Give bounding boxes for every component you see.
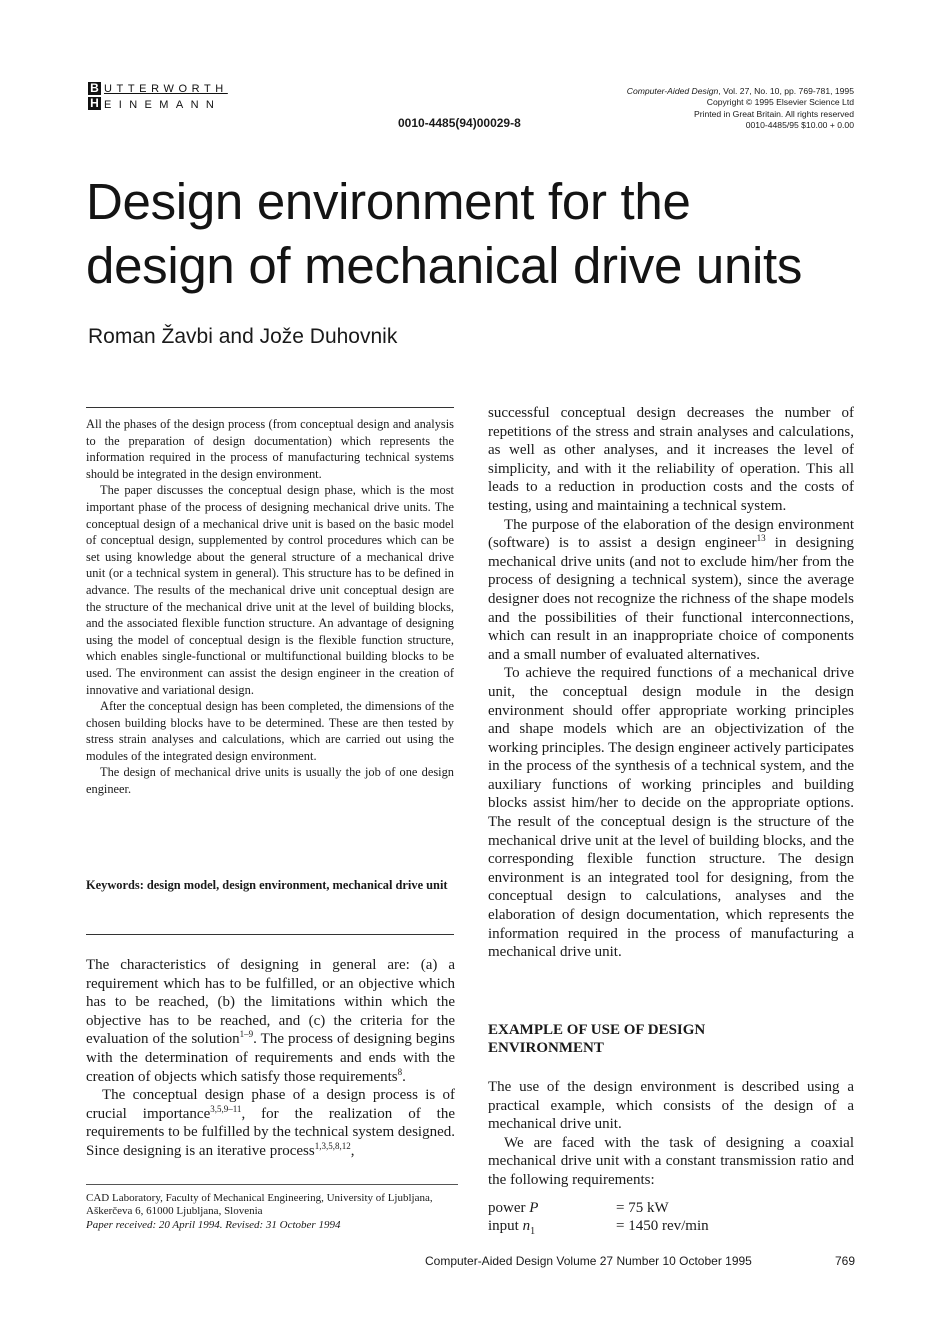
abstract-paragraph-1: All the phases of the design process (from conceptual design and analysis to the preparation of design documentation) which represents the information required in the process of manufacturing technical systems should be integrated in the design environment. — [86, 417, 454, 481]
abstract-top-rule — [86, 407, 454, 408]
publisher-name-line2: EINEMANN — [104, 99, 222, 111]
keywords: Keywords: design model, design environment, mechanical drive unit — [86, 878, 448, 892]
citation-ref: 3,5,9–11 — [210, 1103, 242, 1114]
affiliation: CAD Laboratory, Faculty of Mechanical Engineering, University of Ljubljana, Aškerčeva 6, 61000 Ljubljana, Slovenia — [86, 1192, 433, 1218]
example-paragraph-1: The use of the design environment is described using a practical example, which consists of the design of a mechanical drive unit. — [488, 1079, 854, 1133]
abstract-paragraph-3: After the conceptual design has been completed, the dimensions of the chosen building blocks have to be determined. These are then tested by stress strain analyses and calculations, which are carried out using the modules of the integrated design environment. — [86, 699, 454, 763]
requirement-row: input $n_1$ = 1450 rev/min — [488, 1217, 828, 1241]
publisher-initial-h: H — [88, 97, 101, 110]
abstract-paragraph-2: The paper discusses the conceptual design phase, which is the most important phase of the process of designing mechanical drive units. The conceptual design of a mechanical drive unit is based on the basic model of conceptual design, supplemented by control procedures which can be set using knowledge about the general structure of a mechanical drive unit (or a technical system in general). This structure has to be defined in advance. The results of the mechanical drive unit conceptual design are the structure of the mechanical drive unit at the level of building blocks, and the associated flexible function structure. An advantage of designing using the model of conceptual design is the flexible function structure, which enables single-functional or multifunctional building blocks to be used. The environment can assist the design engineer in the creation of innovative and variational design. — [86, 483, 454, 697]
copyright: Copyright © 1995 Elsevier Science Ltd — [706, 97, 854, 108]
abstract-bottom-rule — [86, 934, 454, 935]
publisher-initial-b: B — [88, 82, 101, 95]
intro-paragraph-1: The characteristics of designing in general are: (a) a requirement which has to be fulfilled, or an objective which has to be reached, (b) the limitations within which the objective has to be reached, and (c) the criteria for the evaluation of the solution$^{1-9}$. The process of designing begins with the determination of requirements and ends with the creation of objects which satisfy those requirements$^8$. — [86, 957, 455, 1085]
right-column-text — [488, 404, 854, 962]
received-dates: Paper received: 20 April 1994. Revised: 31 October 1994 — [86, 1218, 341, 1231]
footnote — [86, 1192, 458, 1232]
introduction — [86, 956, 455, 1161]
right-paragraph-2: The purpose of the elaboration of the design environment (software) is to assist a design engineer$^{13}$ in designing mechanical drive units (and not to exclude him/her from the process of designing a technical system), since the average designer does not recognize the richness of the shape models and the possibilities of their functional interconnections, which can result in an inappropriate choice of components and a small number of evaluated alternatives. — [488, 516, 854, 663]
publisher-name-line1: UTTERWORTH — [104, 83, 228, 95]
abstract-paragraph-4: The design of mechanical drive units is usually the job of one design engineer. — [86, 765, 454, 797]
citation-ref: 1,3,5,8,12 — [314, 1140, 351, 1151]
issn-code: 0010-4485(94)00029-8 — [398, 116, 521, 130]
requirements-list — [488, 1199, 828, 1242]
section-heading — [488, 1021, 854, 1057]
authors: Roman Žavbi and Jože Duhovnik — [88, 325, 398, 348]
example-paragraph-2: We are faced with the task of designing a coaxial mechanical drive unit with a constant transmission ratio and the following requirements: — [488, 1134, 854, 1188]
paper-title — [86, 170, 886, 298]
citation-ref: 13 — [756, 533, 766, 544]
abstract — [86, 416, 454, 798]
right-paragraph-1: successful conceptual design decreases the number of repetitions of the stress and strain analyses and calculations, as well as other analyses, and it increases the level of simplicity, and with it the reliability of operation. This all leads to a reduction in production costs and the costs of testing, using and maintaining a technical system. — [488, 405, 854, 514]
example-section — [488, 1078, 854, 1190]
page-number: 769 — [835, 1254, 856, 1268]
title-line-2: design of mechanical drive units — [86, 237, 803, 294]
citation-ref: 8 — [397, 1066, 403, 1077]
journal-name: Computer-Aided Design — [626, 86, 719, 96]
requirement-value: = 1450 rev/min — [616, 1218, 709, 1235]
publisher-logo — [88, 82, 248, 116]
footnote-rule — [86, 1184, 458, 1185]
printed-notice: Printed in Great Britain. All rights reserved — [693, 108, 854, 119]
requirement-row: power P = 75 kW — [488, 1200, 669, 1216]
publication-info — [627, 86, 854, 131]
section-heading-line-1: EXAMPLE OF USE OF DESIGN — [488, 1022, 706, 1038]
citation: , Vol. 27, No. 10, pp. 769-781, 1995 — [718, 86, 854, 96]
price-code: 0010-4485/95 $10.00 + 0.00 — [745, 119, 854, 130]
title-line-1: Design environment for the — [86, 173, 691, 230]
citation-ref: 1–9 — [239, 1029, 254, 1040]
intro-paragraph-2: The conceptual design phase of a design process is of crucial importance$^{3,5,9-11}$, for the realization of the requirements to be fulfilled by the technical system designed. Since designing is an iterative process$^{1,3,5,8,12}$, — [86, 1087, 456, 1159]
running-footer: Computer-Aided Design Volume 27 Number 10 October 1995 — [425, 1254, 752, 1268]
requirement-value: = 75 kW — [616, 1200, 669, 1216]
section-heading-line-2: ENVIRONMENT — [488, 1040, 604, 1056]
right-paragraph-3: To achieve the required functions of a mechanical drive unit, the conceptual design module in the design environment should offer appropriate working principles and shape models which are an objectivization of the working principles. The design engineer actively participates in the process of the synthesis of a technical system, and the auxiliary functions of working principles and building blocks assist him/her to decide on the appropriate options. The result of the conceptual design is the structure of the mechanical drive unit at the level of building blocks, and the corresponding flexible function structure. The design environment is an integrated tool for designing, from the conceptual design to calculations, analyses and the elaboration of design documentation, which represents the information required in the process of manufacturing a mechanical drive unit. — [488, 665, 854, 961]
